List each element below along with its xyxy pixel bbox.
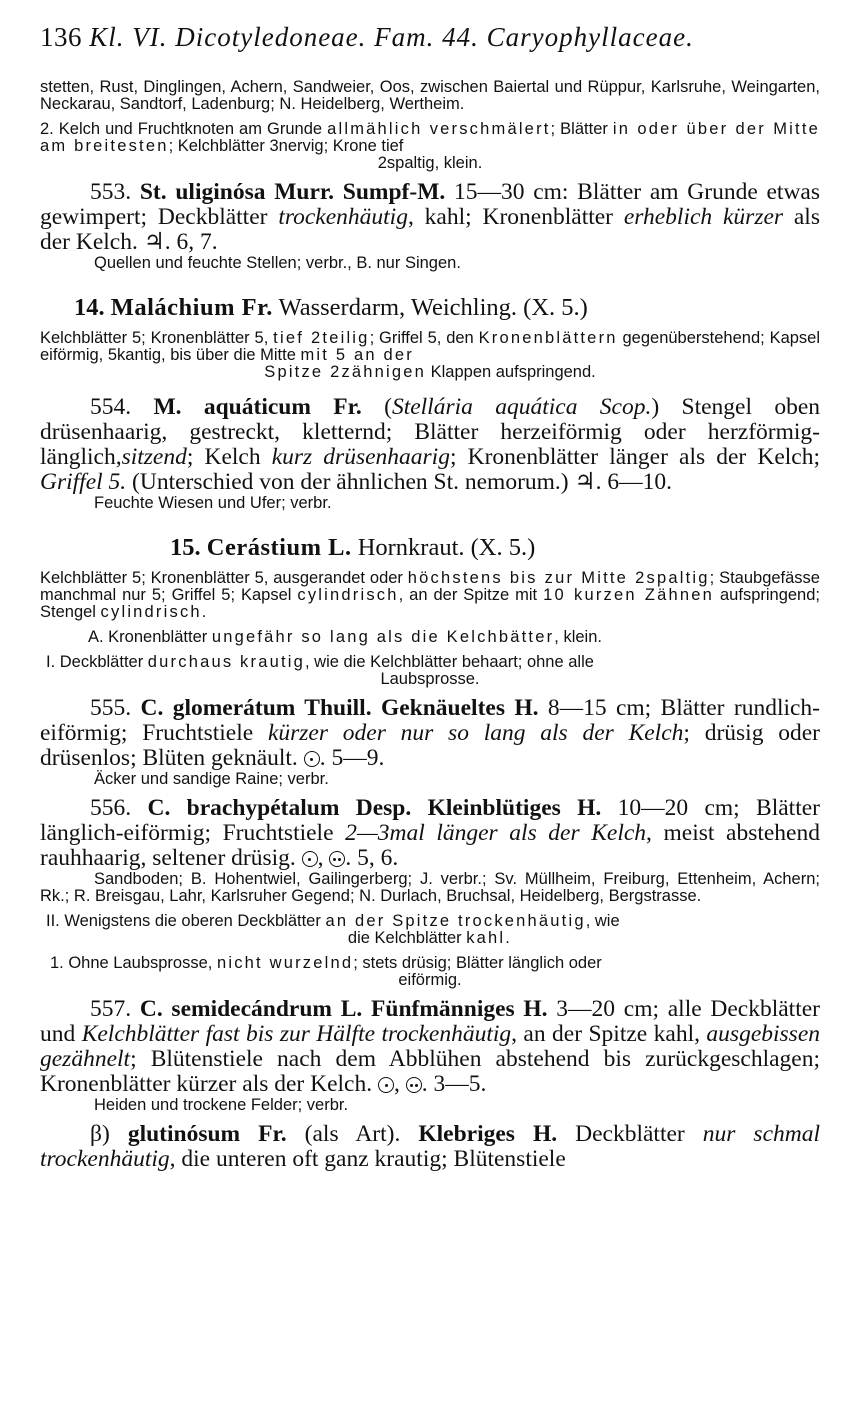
- species-name: C. semidecándrum L.: [139, 996, 363, 1022]
- species-557: 557. C. semidecándrum L. Fünfmänniges H. 3—20 cm; alle Deckblätter und Kelchblätter fast bis zur Hälfte trockenhäutig, an der Spitze kahl, ausgebissen gezähnelt; Blütenstiele nach dem Abblühen abstehend bis zurückgeschlagen; Kronenblätter kürzer als der Kelch. , . 3—5.: [40, 996, 820, 1097]
- species-554-locality: Feuchte Wiesen und Ufer; verbr.: [94, 494, 332, 512]
- species-554: 554. M. aquáticum Fr. (Stellária aquática Scop.) Stengel oben drüsenhaarig, gestreckt, kletternd; Blätter herzeiförmig oder herzförmig-länglich,sitzend; Kelch kurz drüsenhaarig; Kronenblätter länger als der Kelch; Griffel 5. (Unterschied von der ähnlichen St. nemorum.) ♃. 6—10.: [40, 394, 821, 495]
- genus-14-heading: [40, 294, 820, 322]
- key-item-2-end: 2spaltig, klein.: [377, 154, 483, 172]
- species-555-locality: Äcker und sandige Raine; verbr.: [94, 770, 329, 788]
- key-item-1: 1. Ohne Laubsprosse, nicht wurzelnd; stets drüsig; Blätter länglich oder: [50, 954, 602, 972]
- variety-name: glutinósum Fr.: [127, 1121, 287, 1147]
- species-number: 555.: [90, 695, 132, 721]
- genus-name: Maláchium Fr.: [110, 294, 273, 321]
- species-name: C. glomerátum Thuill.: [140, 695, 372, 721]
- species-name: C. brachypétalum Desp.: [147, 795, 412, 821]
- genus-number: 15.: [170, 534, 201, 561]
- annual-symbol-icon: [302, 851, 318, 867]
- key-item-2: 2. Kelch und Fruchtknoten am Grunde allmählich verschmälert; Blätter in oder über der Mitte am breitesten; Kelchblätter 3nervig; Krone tief: [40, 120, 820, 155]
- species-553-locality: Quellen und feuchte Stellen; verbr., B. nur Singen.: [94, 254, 461, 272]
- species-556: 556. C. brachypétalum Desp. Kleinblütiges H. 10—20 cm; Blätter länglich-eiförmig; Fruchtstiele 2—3mal länger als der Kelch, meist abstehend rauhhaarig, seltener drüsig. , . 5, 6.: [40, 795, 820, 871]
- species-557-locality: Heiden und trockene Felder; verbr.: [94, 1096, 349, 1114]
- key-item-II-end: die Kelchblätter kahl.: [347, 929, 513, 947]
- genus-14-description: Kelchblätter 5; Kronenblätter 5, tief 2teilig; Griffel 5, den Kronenblättern gegenüberstehend; Kapsel eiförmig, 5kantig, bis über die Mitte mit 5 an der: [40, 329, 821, 364]
- species-number: 553.: [90, 179, 132, 205]
- species-556-locality: Sandboden; B. Hohentwiel, Gailingerberg; J. verbr.; Sv. Müllheim, Freiburg, Ettenheim, Achern; Rk.; R. Breisgau, Lahr, Karlsruher Gegend; N. Durlach, Bruchsal, Heidelberg, Bergstrasse.: [40, 870, 820, 905]
- annual-symbol-icon: [378, 1077, 394, 1093]
- key-item-1-end: eiförmig.: [398, 971, 462, 989]
- common-name: Fünfmänniges H.: [371, 996, 548, 1022]
- key-item-I-end: Laubsprosse.: [380, 670, 480, 688]
- page-number: 136: [40, 22, 82, 52]
- genus-name: Cerástium L.: [206, 534, 352, 561]
- genus-number: 14.: [74, 294, 105, 321]
- variety-glutinosum: β) glutinósum Fr. (als Art). Klebriges H. Deckblätter nur schmal trockenhäutig, die unteren oft ganz krautig; Blütenstiele: [40, 1121, 820, 1172]
- species-555: 555. C. glomerátum Thuill. Geknäueltes H. 8—15 cm; Blätter rundlich-eiförmig; Fruchtstiele kürzer oder nur so lang als der Kelch; drüsig oder drüsenlos; Blüten geknäult. . 5—9.: [40, 695, 821, 771]
- key-item-I: I. Deckblätter durchaus krautig, wie die Kelchblätter behaart; ohne alle: [46, 653, 594, 671]
- species-553: 553. St. uliginósa Murr. Sumpf-M. 15—30 cm: Blätter am Grunde etwas gewimpert; Deckblätter trockenhäutig, kahl; Kronenblätter erheblich kürzer als der Kelch. ♃. 6, 7.: [40, 179, 820, 255]
- running-title: Kl. VI. Dicotyledoneae. Fam. 44. Caryophyllaceae.: [89, 22, 694, 52]
- annual-symbol-icon: [304, 751, 320, 767]
- common-name: Klebriges H.: [418, 1121, 558, 1147]
- variety-marker: β): [90, 1121, 110, 1147]
- common-name: Sumpf-M.: [342, 179, 446, 205]
- species-number: 557.: [90, 996, 132, 1022]
- common-name: Kleinblütiges H.: [427, 795, 602, 821]
- species-number: 554.: [90, 394, 132, 420]
- biennial-symbol-icon: [329, 851, 345, 867]
- species-number: 556.: [90, 795, 132, 821]
- key-item-II: II. Wenigstens die oberen Deckblätter an der Spitze trockenhäutig, wie: [46, 912, 620, 930]
- running-header: [40, 22, 820, 53]
- locality-continuation: stetten, Rust, Dinglingen, Achern, Sandweier, Oos, zwischen Baiertal und Rüppur, Karlsruhe, Weingarten, Neckarau, Sandtorf, Ladenburg; N. Heidelberg, Wertheim.: [40, 78, 820, 113]
- genus-common: Hornkraut. (X. 5.): [351, 534, 536, 561]
- genus-common: Wasserdarm, Weichling. (X. 5.): [272, 294, 588, 321]
- biennial-symbol-icon: [406, 1077, 422, 1093]
- species-name: St. uliginósa Murr.: [139, 179, 335, 205]
- species-name: M. aquáticum Fr.: [153, 394, 362, 420]
- genus-15-heading: [40, 534, 820, 562]
- key-item-A: A. Kronenblätter ungefähr so lang als die Kelchbätter, klein.: [88, 628, 602, 646]
- genus-15-description: Kelchblätter 5; Kronenblätter 5, ausgerandet oder höchstens bis zur Mitte 2spaltig; Staubgefässe manchmal nur 5; Griffel 5; Kapsel cylindrisch, an der Spitze mit 10 kurzen Zähnen aufspringend; Stengel cylindrisch.: [40, 569, 820, 621]
- genus-14-description-end: Spitze 2zähnigen Klappen aufspringend.: [264, 363, 596, 381]
- common-name: Geknäueltes H.: [380, 695, 539, 721]
